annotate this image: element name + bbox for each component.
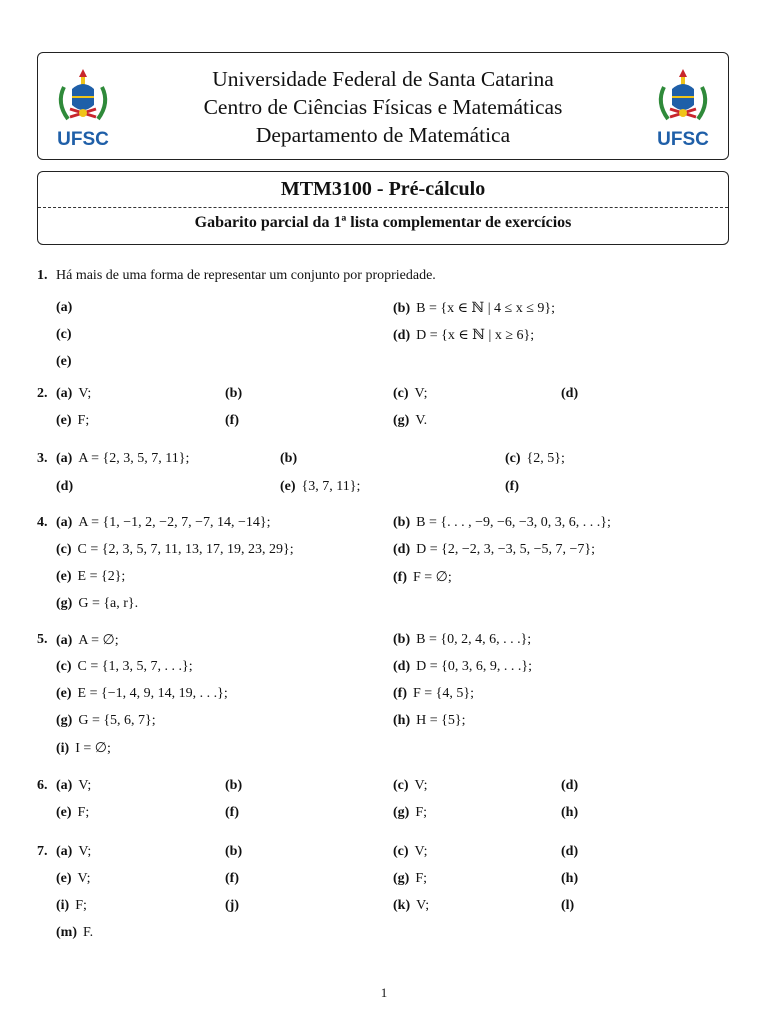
- answer-item: [393, 327, 534, 344]
- item-answer: F;: [77, 413, 90, 428]
- item-label: (h): [561, 871, 579, 886]
- answer-item: [393, 300, 555, 317]
- question-number: 2.: [37, 386, 48, 401]
- item-answer: V;: [414, 844, 428, 859]
- center-name: Centro de Ciências Físicas e Matemáticas: [203, 95, 563, 119]
- answer-item: [56, 413, 89, 429]
- item-label: (c): [56, 659, 72, 674]
- answer-item: [393, 413, 427, 429]
- question-number: 7.: [37, 844, 48, 859]
- item-label: (f): [505, 479, 519, 494]
- course-title: MTM3100 - Pré-cálculo: [280, 178, 486, 200]
- answer-item: [505, 479, 525, 495]
- item-answer: V;: [414, 778, 428, 793]
- item-answer: D = {2, −2, 3, −3, 5, −5, 7, −7};: [416, 542, 596, 557]
- answer-item: [561, 386, 584, 402]
- item-label: (b): [393, 515, 411, 530]
- item-label: (d): [393, 659, 411, 674]
- item-label: (f): [393, 686, 407, 701]
- answer-item: [561, 778, 584, 794]
- question-intro: Há mais de uma forma de representar um conjunto por propriedade.: [56, 268, 436, 283]
- item-answer: F = {4, 5};: [413, 686, 475, 701]
- item-label: (e): [56, 871, 72, 886]
- ufsc-logo-text: UFSC: [657, 129, 709, 150]
- item-label: (e): [56, 805, 72, 820]
- item-label: (c): [393, 386, 409, 401]
- answer-item: [393, 659, 532, 675]
- item-answer: V;: [414, 386, 428, 401]
- answer-item: [56, 542, 294, 558]
- item-label: (d): [56, 479, 74, 494]
- answer-item: [393, 898, 429, 914]
- item-label: (a): [56, 515, 73, 530]
- item-label: (a): [56, 778, 73, 793]
- item-label: (f): [393, 570, 407, 585]
- item-answer: V;: [77, 871, 91, 886]
- item-answer: F;: [415, 871, 428, 886]
- item-answer: E = {−1, 4, 9, 14, 19, . . .};: [77, 686, 228, 701]
- item-label: (a): [56, 451, 73, 466]
- answer-item: [56, 740, 111, 757]
- answer-item: [56, 451, 189, 467]
- item-answer: A = {1, −1, 2, −2, 7, −7, 14, −14};: [78, 515, 271, 530]
- item-label: (g): [56, 596, 73, 611]
- item-answer: F;: [415, 805, 428, 820]
- item-label: (c): [56, 542, 72, 557]
- answer-item: [393, 515, 611, 531]
- question-number: 3.: [37, 451, 48, 466]
- item-label: (b): [393, 632, 411, 647]
- item-label: (e): [56, 686, 72, 701]
- item-label: (f): [225, 413, 239, 428]
- answer-item: [225, 778, 248, 794]
- item-label: (d): [561, 386, 579, 401]
- question-number: 5.: [37, 632, 48, 647]
- answer-item: [393, 844, 428, 860]
- answer-item: [56, 479, 79, 495]
- item-label: (f): [225, 871, 239, 886]
- answer-item: [393, 805, 427, 821]
- question-number: 4.: [37, 515, 48, 530]
- item-answer: C = {2, 3, 5, 7, 11, 13, 17, 19, 23, 29};: [77, 542, 294, 557]
- answer-item: [56, 844, 91, 860]
- answer-item: [56, 300, 78, 316]
- answer-item: [505, 451, 565, 467]
- item-label: (d): [561, 844, 579, 859]
- item-label: (c): [505, 451, 521, 466]
- item-label: (d): [393, 328, 411, 343]
- answer-item: [393, 686, 474, 702]
- university-name: Universidade Federal de Santa Catarina: [212, 67, 554, 91]
- answer-item: [56, 515, 270, 531]
- item-label: (m): [56, 925, 77, 940]
- item-label: (a): [56, 844, 73, 859]
- item-label: (a): [56, 633, 73, 648]
- answer-item: [393, 871, 427, 887]
- item-label: (b): [280, 451, 298, 466]
- item-answer: A = {2, 3, 5, 7, 11};: [78, 451, 190, 466]
- page-number: 1: [380, 985, 388, 1000]
- answer-item: [225, 898, 245, 914]
- answer-item: [56, 569, 125, 585]
- item-label: (e): [56, 354, 72, 369]
- question-number: 6.: [37, 778, 48, 793]
- item-label: (a): [56, 300, 73, 315]
- answer-item: [225, 844, 248, 860]
- item-answer: G = {a, r}.: [78, 596, 139, 611]
- item-label: (a): [56, 386, 73, 401]
- answer-item: [393, 778, 428, 794]
- item-label: (e): [280, 479, 296, 494]
- item-answer: V;: [416, 898, 430, 913]
- ufsc-logo-text: UFSC: [57, 129, 109, 150]
- item-answer: V;: [78, 844, 92, 859]
- answer-item: [56, 686, 228, 702]
- item-label: (h): [561, 805, 579, 820]
- item-label: (k): [393, 898, 411, 913]
- item-answer: D = {0, 3, 6, 9, . . .};: [416, 659, 532, 674]
- answer-item: [393, 569, 452, 586]
- item-answer: I = ∅;: [75, 741, 111, 756]
- answer-item: [225, 871, 245, 887]
- item-answer: E = {2};: [77, 569, 126, 584]
- answer-item: [56, 898, 87, 914]
- item-label: (b): [393, 301, 411, 316]
- item-answer: B = {0, 2, 4, 6, . . .};: [416, 632, 532, 647]
- item-label: (j): [225, 898, 239, 913]
- item-label: (g): [56, 713, 73, 728]
- answer-item: [56, 632, 119, 649]
- item-label: (c): [56, 327, 72, 342]
- answer-item: [56, 386, 91, 402]
- item-answer: F;: [77, 805, 90, 820]
- answer-item: [393, 542, 595, 558]
- item-label: (g): [393, 805, 410, 820]
- item-label: (f): [225, 805, 239, 820]
- answer-item: [561, 844, 584, 860]
- answer-item: [56, 713, 156, 729]
- item-label: (i): [56, 741, 70, 756]
- answer-item: [393, 632, 531, 648]
- item-label: (b): [225, 844, 243, 859]
- item-label: (c): [393, 778, 409, 793]
- answer-item: [280, 479, 360, 495]
- item-label: (d): [393, 542, 411, 557]
- item-answer: C = {1, 3, 5, 7, . . .};: [77, 659, 193, 674]
- item-answer: D = {x ∈ ℕ | x ≥ 6};: [416, 328, 535, 343]
- item-answer: G = {5, 6, 7};: [78, 713, 156, 728]
- answer-item: [56, 596, 138, 612]
- item-answer: {3, 7, 11};: [301, 479, 361, 494]
- item-label: (g): [393, 413, 410, 428]
- item-answer: B = {. . . , −9, −6, −3, 0, 3, 6, . . .};: [416, 515, 611, 530]
- item-label: (e): [56, 569, 72, 584]
- answer-item: [56, 778, 91, 794]
- item-answer: V.: [415, 413, 428, 428]
- answer-item: [225, 386, 248, 402]
- item-label: (l): [561, 898, 575, 913]
- answer-item: [56, 659, 193, 675]
- answer-item: [56, 805, 89, 821]
- answer-item: [280, 451, 303, 467]
- item-answer: F;: [75, 898, 87, 913]
- answer-item: [225, 413, 245, 429]
- answer-item: [393, 713, 465, 729]
- item-label: (i): [56, 898, 70, 913]
- item-answer: F.: [83, 925, 94, 940]
- course-subtitle: Gabarito parcial da 1ª lista complementar de exercícios: [194, 214, 572, 231]
- answer-item: [56, 354, 78, 370]
- item-answer: A = ∅;: [78, 633, 119, 648]
- department-name: Departamento de Matemática: [255, 123, 511, 147]
- answer-item: [561, 805, 584, 821]
- item-answer: V;: [78, 386, 92, 401]
- question-number: 1.: [37, 268, 48, 283]
- item-answer: V;: [78, 778, 92, 793]
- answer-item: [225, 805, 245, 821]
- answer-item: [561, 871, 584, 887]
- item-answer: H = {5};: [416, 713, 466, 728]
- answer-item: [393, 386, 428, 402]
- item-label: (c): [393, 844, 409, 859]
- item-label: (g): [393, 871, 410, 886]
- item-label: (e): [56, 413, 72, 428]
- item-label: (b): [225, 778, 243, 793]
- item-answer: F = ∅;: [413, 570, 452, 585]
- answer-item: [56, 871, 91, 887]
- item-answer: B = {x ∈ ℕ | 4 ≤ x ≤ 9};: [416, 301, 556, 316]
- answer-item: [56, 327, 78, 343]
- item-label: (d): [561, 778, 579, 793]
- answer-item: [561, 898, 580, 914]
- item-label: (b): [225, 386, 243, 401]
- item-answer: {2, 5};: [526, 451, 565, 466]
- item-label: (h): [393, 713, 411, 728]
- answer-item: [56, 925, 93, 941]
